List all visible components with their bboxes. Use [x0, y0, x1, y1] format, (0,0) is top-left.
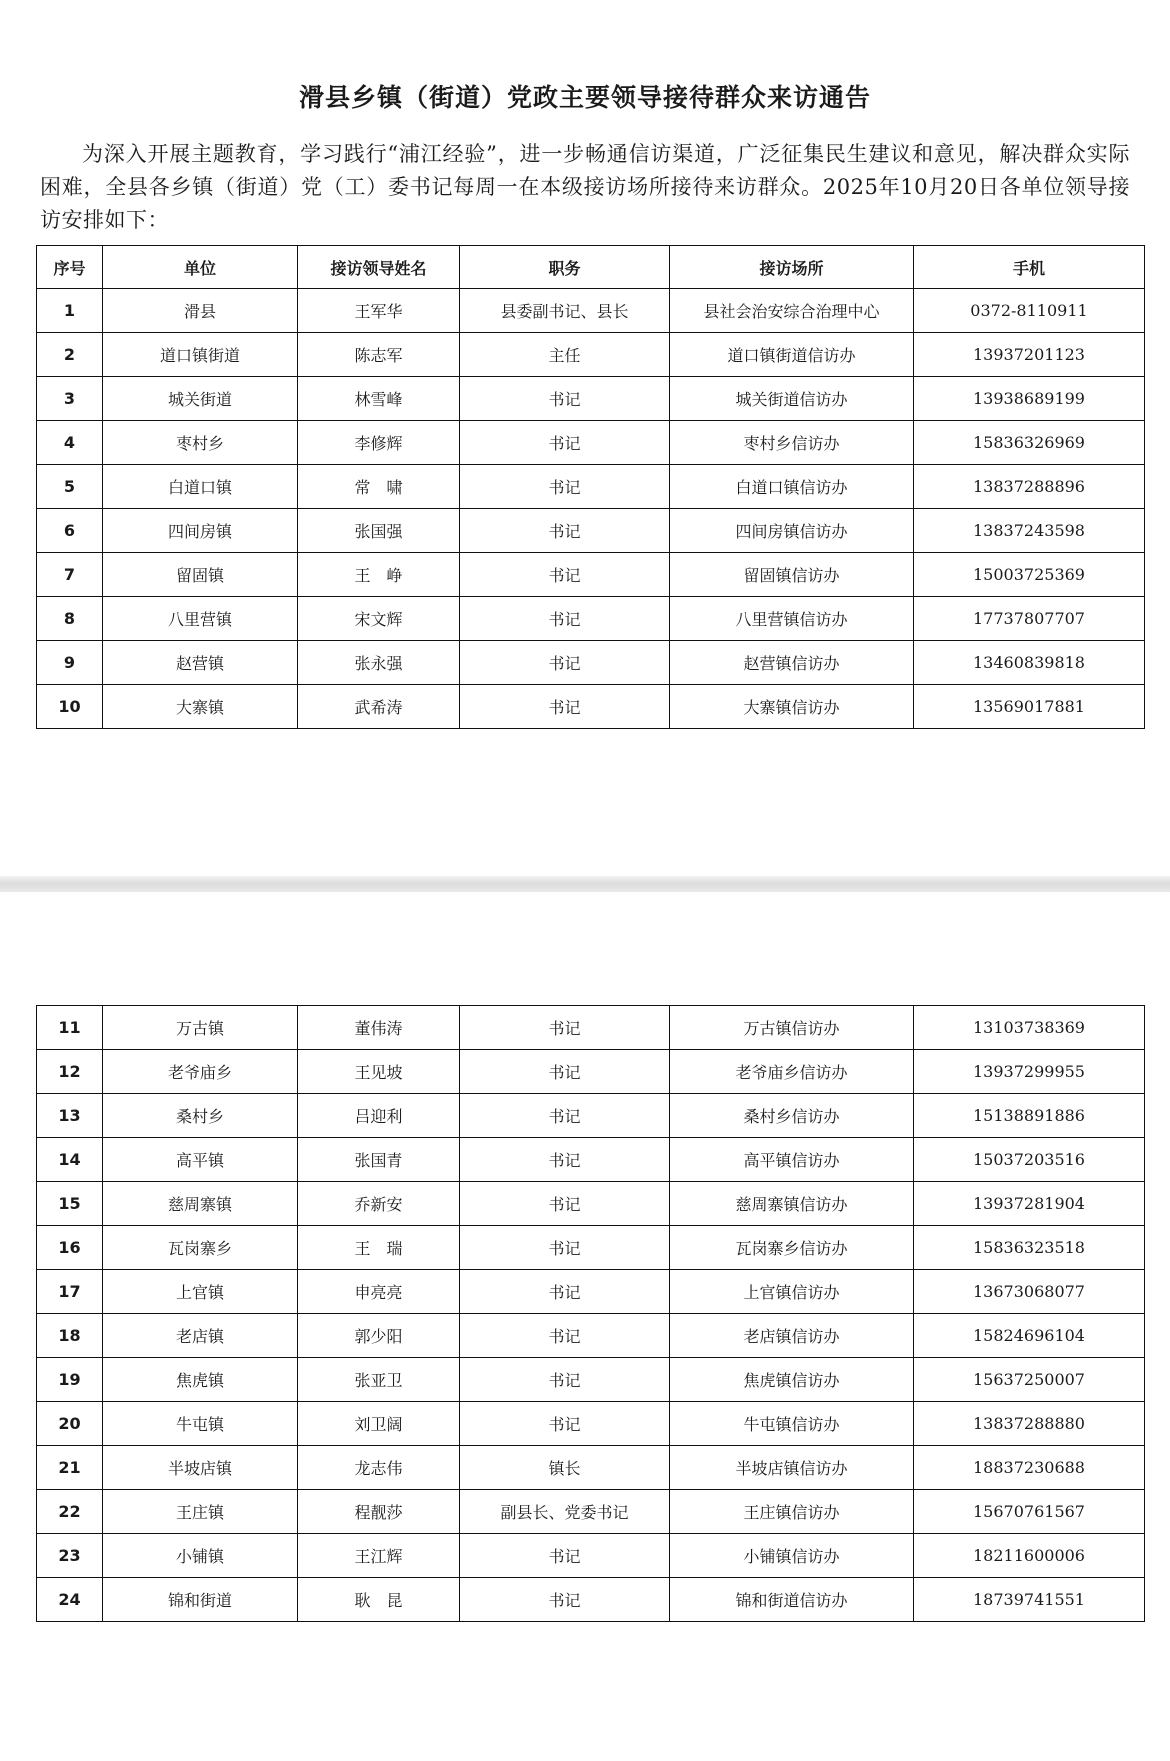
- cell-phone: 13837288896: [914, 465, 1145, 509]
- table-row: [37, 333, 1145, 377]
- cell-phone: 13569017881: [914, 685, 1145, 729]
- cell-position: 书记: [460, 1270, 670, 1314]
- cell-index: 12: [37, 1050, 103, 1094]
- cell-index: 2: [37, 333, 103, 377]
- cell-index: 10: [37, 685, 103, 729]
- table-row: [37, 1578, 1145, 1622]
- cell-phone: 13837288880: [914, 1402, 1145, 1446]
- table-row: [37, 1270, 1145, 1314]
- cell-leader-name: 林雪峰: [298, 377, 460, 421]
- cell-index: 1: [37, 289, 103, 333]
- table-row: [37, 597, 1145, 641]
- cell-unit: 大寨镇: [103, 685, 298, 729]
- cell-unit: 牛屯镇: [103, 1402, 298, 1446]
- cell-phone: 13460839818: [914, 641, 1145, 685]
- cell-leader-name: 程靓莎: [298, 1490, 460, 1534]
- cell-unit: 桑村乡: [103, 1094, 298, 1138]
- cell-position: 书记: [460, 641, 670, 685]
- cell-location: 上官镇信访办: [670, 1270, 914, 1314]
- cell-unit: 锦和街道: [103, 1578, 298, 1622]
- cell-unit: 小铺镇: [103, 1534, 298, 1578]
- cell-position: 县委副书记、县长: [460, 289, 670, 333]
- cell-position: 书记: [460, 1138, 670, 1182]
- intro-paragraph: 为深入开展主题教育，学习践行“浦江经验”，进一步畅通信访渠道，广泛征集民生建议和意见，解决群众实际困难，全县各乡镇（街道）党（工）委书记每周一在本级接访场所接待来访群众。2025年10月20日各单位领导接访安排如下：: [40, 142, 1130, 232]
- cell-index: 14: [37, 1138, 103, 1182]
- cell-phone: 0372-8110911: [914, 289, 1145, 333]
- cell-phone: 13103738369: [914, 1006, 1145, 1050]
- cell-phone: 18837230688: [914, 1446, 1145, 1490]
- cell-phone: 15836326969: [914, 421, 1145, 465]
- document-page-1: [0, 0, 1170, 876]
- cell-index: 7: [37, 553, 103, 597]
- cell-position: 书记: [460, 421, 670, 465]
- cell-leader-name: 王江辉: [298, 1534, 460, 1578]
- cell-leader-name: 吕迎利: [298, 1094, 460, 1138]
- cell-position: 书记: [460, 377, 670, 421]
- cell-position: 主任: [460, 333, 670, 377]
- cell-location: 锦和街道信访办: [670, 1578, 914, 1622]
- cell-unit: 慈周寨镇: [103, 1182, 298, 1226]
- table-row: [37, 553, 1145, 597]
- cell-phone: 15003725369: [914, 553, 1145, 597]
- table-row: [37, 1446, 1145, 1490]
- cell-index: 18: [37, 1314, 103, 1358]
- table-row: [37, 1050, 1145, 1094]
- table-body-part-1: [37, 289, 1145, 729]
- cell-position: 书记: [460, 597, 670, 641]
- cell-phone: 18739741551: [914, 1578, 1145, 1622]
- cell-unit: 焦虎镇: [103, 1358, 298, 1402]
- cell-unit: 白道口镇: [103, 465, 298, 509]
- cell-position: 书记: [460, 1094, 670, 1138]
- cell-unit: 万古镇: [103, 1006, 298, 1050]
- cell-location: 四间房镇信访办: [670, 509, 914, 553]
- table-row: [37, 289, 1145, 333]
- cell-unit: 四间房镇: [103, 509, 298, 553]
- cell-location: 瓦岗寨乡信访办: [670, 1226, 914, 1270]
- cell-location: 道口镇街道信访办: [670, 333, 914, 377]
- cell-position: 书记: [460, 1226, 670, 1270]
- cell-index: 4: [37, 421, 103, 465]
- cell-unit: 赵营镇: [103, 641, 298, 685]
- cell-position: 镇长: [460, 1446, 670, 1490]
- table-row: [37, 1182, 1145, 1226]
- cell-leader-name: 武希涛: [298, 685, 460, 729]
- cell-phone: 13937201123: [914, 333, 1145, 377]
- cell-location: 焦虎镇信访办: [670, 1358, 914, 1402]
- cell-unit: 枣村乡: [103, 421, 298, 465]
- cell-index: 15: [37, 1182, 103, 1226]
- document-page-2: [0, 892, 1170, 1761]
- cell-leader-name: 王 瑞: [298, 1226, 460, 1270]
- table-row: [37, 377, 1145, 421]
- cell-leader-name: 王 峥: [298, 553, 460, 597]
- table-row: [37, 1314, 1145, 1358]
- cell-leader-name: 宋文辉: [298, 597, 460, 641]
- cell-phone: 17737807707: [914, 597, 1145, 641]
- cell-index: 19: [37, 1358, 103, 1402]
- cell-index: 11: [37, 1006, 103, 1050]
- cell-phone: 13937281904: [914, 1182, 1145, 1226]
- cell-location: 小铺镇信访办: [670, 1534, 914, 1578]
- cell-location: 王庄镇信访办: [670, 1490, 914, 1534]
- table-row: [37, 1226, 1145, 1270]
- cell-location: 大寨镇信访办: [670, 685, 914, 729]
- cell-location: 老爷庙乡信访办: [670, 1050, 914, 1094]
- cell-position: 书记: [460, 553, 670, 597]
- cell-unit: 上官镇: [103, 1270, 298, 1314]
- header-phone: 手机: [914, 246, 1145, 289]
- cell-unit: 半坡店镇: [103, 1446, 298, 1490]
- cell-position: 书记: [460, 1314, 670, 1358]
- cell-location: 半坡店镇信访办: [670, 1446, 914, 1490]
- cell-location: 白道口镇信访办: [670, 465, 914, 509]
- cell-unit: 老爷庙乡: [103, 1050, 298, 1094]
- cell-position: 书记: [460, 1578, 670, 1622]
- header-index: 序号: [37, 246, 103, 289]
- cell-index: 22: [37, 1490, 103, 1534]
- cell-phone: 13837243598: [914, 509, 1145, 553]
- cell-unit: 高平镇: [103, 1138, 298, 1182]
- cell-position: 书记: [460, 1050, 670, 1094]
- cell-unit: 王庄镇: [103, 1490, 298, 1534]
- cell-phone: 13937299955: [914, 1050, 1145, 1094]
- cell-leader-name: 龙志伟: [298, 1446, 460, 1490]
- reception-schedule-table-part-2: [36, 1005, 1145, 1622]
- cell-position: 书记: [460, 1182, 670, 1226]
- cell-phone: 15836323518: [914, 1226, 1145, 1270]
- cell-leader-name: 王军华: [298, 289, 460, 333]
- table-row: [37, 1138, 1145, 1182]
- cell-index: 9: [37, 641, 103, 685]
- cell-unit: 道口镇街道: [103, 333, 298, 377]
- cell-location: 县社会治安综合治理中心: [670, 289, 914, 333]
- table-row: [37, 1358, 1145, 1402]
- table-row: [37, 1094, 1145, 1138]
- cell-index: 24: [37, 1578, 103, 1622]
- cell-position: 书记: [460, 465, 670, 509]
- table-row: [37, 1490, 1145, 1534]
- cell-unit: 留固镇: [103, 553, 298, 597]
- cell-leader-name: 耿 昆: [298, 1578, 460, 1622]
- reception-schedule-table-part-1: [36, 245, 1145, 729]
- cell-index: 21: [37, 1446, 103, 1490]
- cell-phone: 15037203516: [914, 1138, 1145, 1182]
- cell-leader-name: 申亮亮: [298, 1270, 460, 1314]
- cell-index: 5: [37, 465, 103, 509]
- page-title: 滑县乡镇（街道）党政主要领导接待群众来访通告: [298, 83, 871, 112]
- cell-index: 16: [37, 1226, 103, 1270]
- cell-leader-name: 张亚卫: [298, 1358, 460, 1402]
- cell-phone: 15670761567: [914, 1490, 1145, 1534]
- table-row: [37, 1006, 1145, 1050]
- cell-location: 枣村乡信访办: [670, 421, 914, 465]
- cell-index: 6: [37, 509, 103, 553]
- table-body-part-2: [37, 1006, 1145, 1622]
- cell-position: 副县长、党委书记: [460, 1490, 670, 1534]
- cell-phone: 15824696104: [914, 1314, 1145, 1358]
- cell-leader-name: 常 啸: [298, 465, 460, 509]
- cell-index: 17: [37, 1270, 103, 1314]
- cell-unit: 老店镇: [103, 1314, 298, 1358]
- cell-location: 留固镇信访办: [670, 553, 914, 597]
- table-row: [37, 465, 1145, 509]
- cell-location: 慈周寨镇信访办: [670, 1182, 914, 1226]
- cell-index: 20: [37, 1402, 103, 1446]
- cell-unit: 滑县: [103, 289, 298, 333]
- cell-index: 3: [37, 377, 103, 421]
- cell-index: 23: [37, 1534, 103, 1578]
- cell-position: 书记: [460, 1402, 670, 1446]
- cell-unit: 八里营镇: [103, 597, 298, 641]
- table-row: [37, 641, 1145, 685]
- cell-unit: 瓦岗寨乡: [103, 1226, 298, 1270]
- cell-position: 书记: [460, 1534, 670, 1578]
- cell-leader-name: 乔新安: [298, 1182, 460, 1226]
- page-separator: [0, 876, 1170, 892]
- cell-phone: 18211600006: [914, 1534, 1145, 1578]
- cell-leader-name: 郭少阳: [298, 1314, 460, 1358]
- cell-location: 高平镇信访办: [670, 1138, 914, 1182]
- cell-index: 8: [37, 597, 103, 641]
- header-unit: 单位: [103, 246, 298, 289]
- cell-phone: 15138891886: [914, 1094, 1145, 1138]
- cell-unit: 城关街道: [103, 377, 298, 421]
- cell-index: 13: [37, 1094, 103, 1138]
- cell-phone: 15637250007: [914, 1358, 1145, 1402]
- table-row: [37, 1534, 1145, 1578]
- cell-leader-name: 张国青: [298, 1138, 460, 1182]
- cell-position: 书记: [460, 685, 670, 729]
- cell-location: 赵营镇信访办: [670, 641, 914, 685]
- cell-leader-name: 董伟涛: [298, 1006, 460, 1050]
- cell-leader-name: 王见坡: [298, 1050, 460, 1094]
- header-position: 职务: [460, 246, 670, 289]
- cell-leader-name: 刘卫阔: [298, 1402, 460, 1446]
- table-row: [37, 421, 1145, 465]
- table-row: [37, 509, 1145, 553]
- cell-location: 牛屯镇信访办: [670, 1402, 914, 1446]
- cell-leader-name: 张永强: [298, 641, 460, 685]
- cell-leader-name: 张国强: [298, 509, 460, 553]
- header-location: 接访场所: [670, 246, 914, 289]
- table-row: [37, 685, 1145, 729]
- cell-position: 书记: [460, 1006, 670, 1050]
- table-header-row: [37, 246, 1145, 289]
- cell-location: 桑村乡信访办: [670, 1094, 914, 1138]
- cell-location: 万古镇信访办: [670, 1006, 914, 1050]
- cell-phone: 13938689199: [914, 377, 1145, 421]
- cell-position: 书记: [460, 1358, 670, 1402]
- cell-location: 城关街道信访办: [670, 377, 914, 421]
- cell-location: 老店镇信访办: [670, 1314, 914, 1358]
- cell-phone: 13673068077: [914, 1270, 1145, 1314]
- header-leader-name: 接访领导姓名: [298, 246, 460, 289]
- cell-leader-name: 陈志军: [298, 333, 460, 377]
- cell-leader-name: 李修辉: [298, 421, 460, 465]
- cell-position: 书记: [460, 509, 670, 553]
- table-row: [37, 1402, 1145, 1446]
- cell-location: 八里营镇信访办: [670, 597, 914, 641]
